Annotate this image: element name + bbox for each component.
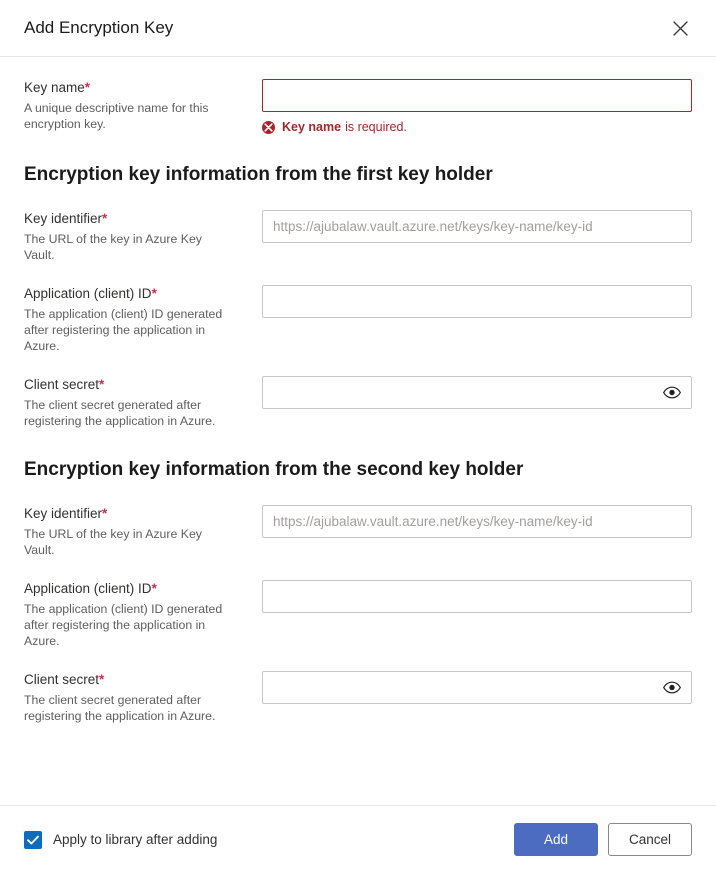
field-key-identifier-1-label [24,210,246,227]
key-identifier-2-input-wrap [262,505,692,538]
field-application-client-id-1-label-text: Application (client) ID [24,286,152,301]
key-identifier-2-input[interactable] [262,505,692,538]
checkbox-checked-icon[interactable] [24,831,42,849]
key-name-input[interactable] [262,79,692,112]
dialog-header [0,0,716,57]
key-name-error-message [262,120,692,134]
field-key-identifier-2-label [24,505,246,522]
add-button[interactable]: Add [514,823,598,856]
field-key-name [24,57,692,134]
required-marker: * [84,80,91,95]
client-secret-2-input-wrap [262,671,692,704]
key-identifier-1-input[interactable] [262,210,692,243]
field-key-name-label [24,79,246,96]
client-secret-1-input-wrap [262,376,692,409]
field-client-secret-2-label [24,671,246,688]
field-application-client-id-2-control [262,580,692,613]
field-client-secret-1-label [24,376,246,393]
section-title-second-key-holder: Encryption key information from the second key holder [24,459,524,480]
field-key-identifier-1-labels [24,210,262,263]
application-client-id-2-input[interactable] [262,580,692,613]
field-client-secret-2 [24,649,692,724]
field-application-client-id-2-help: The application (client) ID generated after registering the application in Azure. [24,602,223,648]
field-key-identifier-2-control [262,505,692,538]
required-marker: * [102,506,108,521]
field-application-client-id-1-control [262,285,692,318]
application-client-id-1-input-wrap [262,285,692,318]
key-identifier-1-input-wrap [262,210,692,243]
field-key-name-help: A unique descriptive name for this encryption key. [24,101,209,131]
field-key-identifier-2 [24,483,692,558]
field-application-client-id-1 [24,263,692,354]
field-client-secret-1-help: The client secret generated after registering the application in Azure. [24,398,216,428]
dialog-footer [0,805,716,873]
field-key-identifier-1-help: The URL of the key in Azure Key Vault. [24,232,202,262]
close-icon[interactable] [664,12,696,44]
key-name-error-text: is required. [345,120,407,134]
application-client-id-2-input-wrap [262,580,692,613]
field-client-secret-1-label-text: Client secret [24,377,100,392]
required-marker: * [151,581,157,596]
field-application-client-id-2-label-text: Application (client) ID [24,581,152,596]
eye-icon[interactable] [658,671,686,704]
field-client-secret-1 [24,354,692,429]
field-application-client-id-1-label [24,285,246,302]
dialog-body [0,57,716,805]
eye-icon[interactable] [658,376,686,409]
cancel-button[interactable]: Cancel [608,823,692,856]
field-application-client-id-1-labels [24,285,262,354]
field-client-secret-2-control [262,671,692,704]
error-icon [262,121,275,134]
field-client-secret-2-help: The client secret generated after registering the application in Azure. [24,693,216,723]
field-key-identifier-2-labels [24,505,262,558]
key-name-error-field: Key name [282,120,342,134]
field-client-secret-2-labels [24,671,262,724]
required-marker: * [151,286,157,301]
key-name-input-wrap [262,79,692,112]
required-marker: * [99,672,105,687]
section-title-first-key-holder: Encryption key information from the first key holder [24,164,493,185]
field-application-client-id-2-label [24,580,246,597]
field-application-client-id-1-help: The application (client) ID generated after registering the application in Azure. [24,307,223,353]
field-client-secret-1-control [262,376,692,409]
required-marker: * [99,377,105,392]
field-key-name-labels [24,79,262,132]
field-client-secret-2-label-text: Client secret [24,672,100,687]
apply-to-library-checkbox-row[interactable] [24,831,217,849]
required-marker: * [102,211,108,226]
field-client-secret-1-labels [24,376,262,429]
client-secret-1-input[interactable] [262,376,692,409]
application-client-id-1-input[interactable] [262,285,692,318]
field-key-identifier-1-label-text: Key identifier [24,211,103,226]
field-application-client-id-2 [24,558,692,649]
field-key-name-control [262,79,692,134]
field-key-identifier-1-control [262,210,692,243]
field-application-client-id-2-labels [24,580,262,649]
field-key-identifier-1 [24,188,692,263]
field-key-name-label-text: Key name [24,80,85,95]
dialog-title: Add Encryption Key [24,18,174,37]
field-key-identifier-2-label-text: Key identifier [24,506,103,521]
client-secret-2-input[interactable] [262,671,692,704]
field-key-identifier-2-help: The URL of the key in Azure Key Vault. [24,527,202,557]
apply-to-library-label: Apply to library after adding [53,832,218,847]
footer-buttons [514,823,692,856]
